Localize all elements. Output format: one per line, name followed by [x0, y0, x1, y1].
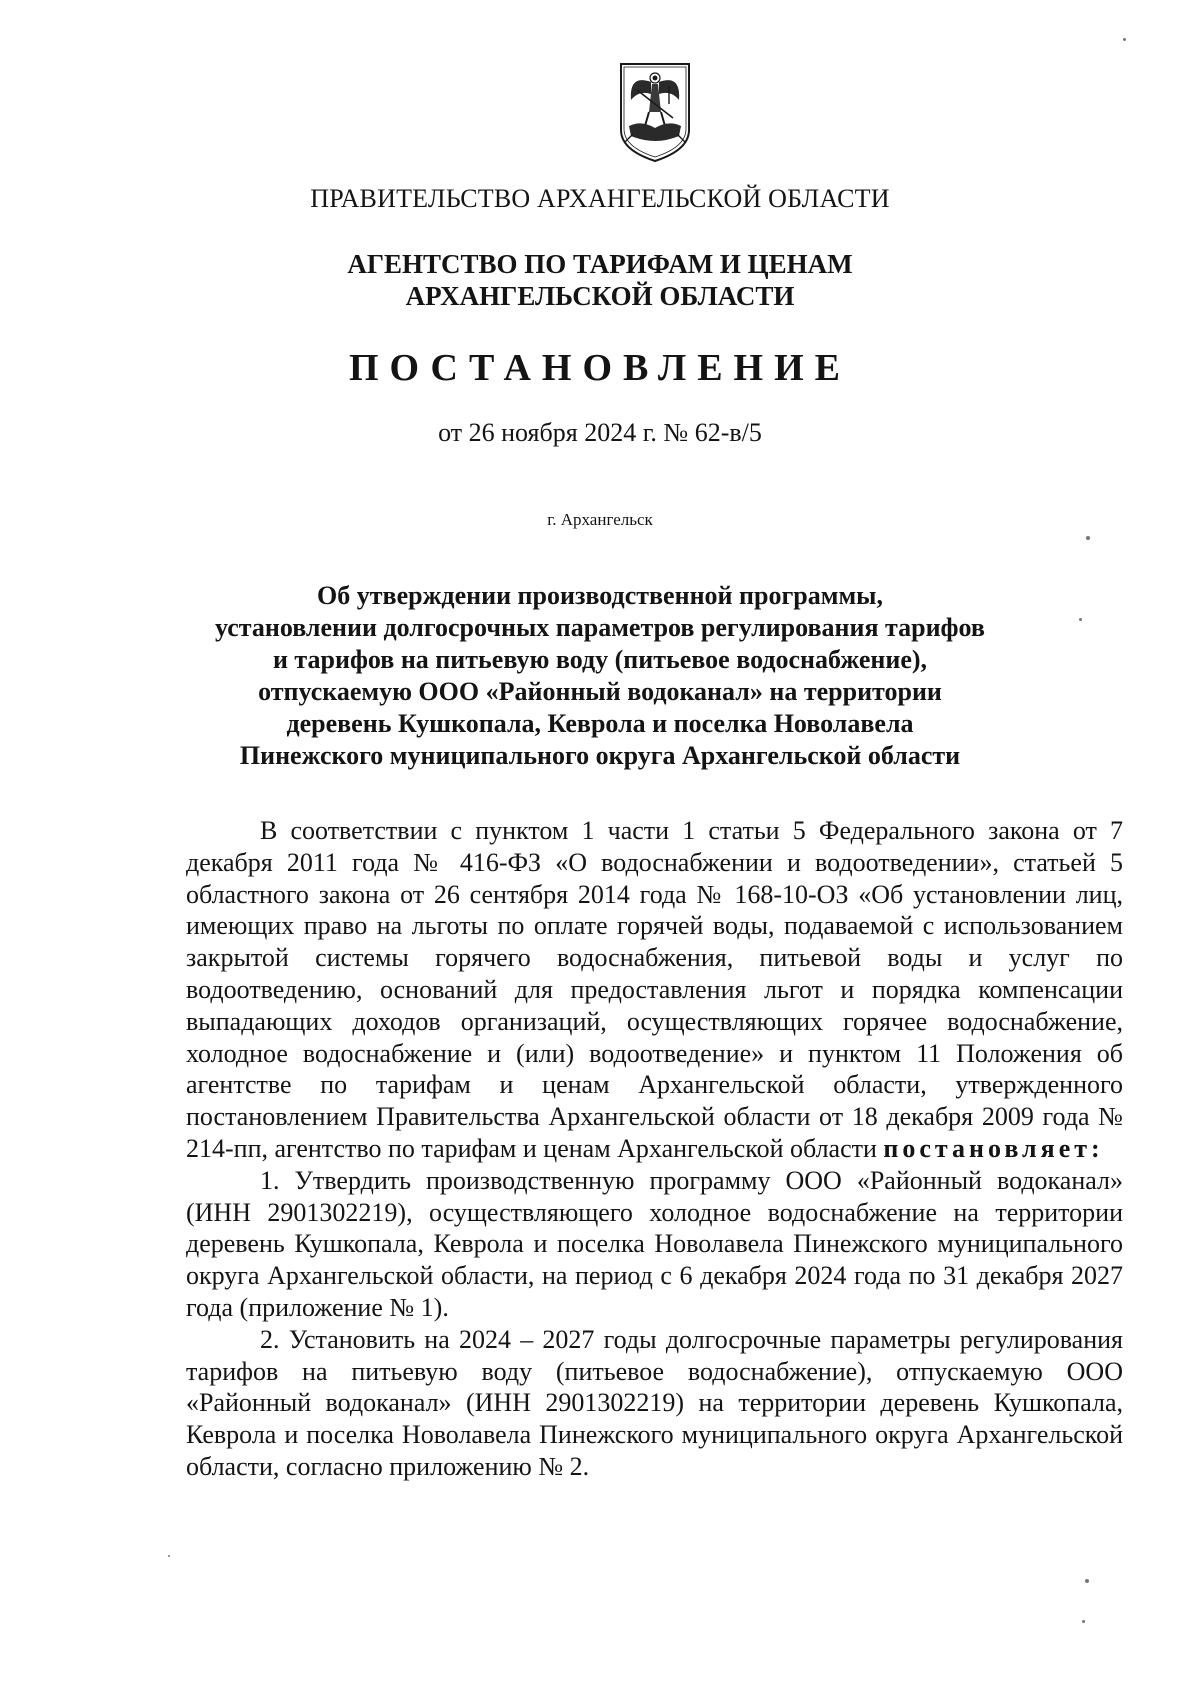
document-date-number: от 26 ноября 2024 г. № 62-в/5: [438, 418, 762, 447]
subject-line: отпускаемую ООО «Районный водоканал» на территории: [258, 677, 942, 706]
government-name: ПРАВИТЕЛЬСТВО АРХАНГЕЛЬСКОЙ ОБЛАСТИ: [310, 184, 890, 213]
agency-name: [0, 248, 1200, 312]
agency-name-line-1: АГЕНТСТВО ПО ТАРИФАМ И ЦЕНАМ: [347, 249, 853, 279]
agency-name-line-2: АРХАНГЕЛЬСКОЙ ОБЛАСТИ: [405, 281, 795, 311]
resolves-keyword: постановляет:: [883, 1133, 1104, 1163]
preamble-text: В соответствии с пунктом 1 части 1 статьи 5 Федерального закона от 7 декабря 2011 года № 416-ФЗ «О водоснабжении и водоотведении», статьей 5 областного закона от 26 сентября 2014 года № 168-10-ОЗ «Об установлении лиц, имеющих право на льготы по оплате горячей воды, подаваемой с использованием закрытой системы горячего водоснабжения, питьевой воды и услуг по водоотведению, оснований для предоставления льгот и порядка компенсации выпадающих доходов организаций, осуществляющих горячее водоснабжение, холодное водоснабжение и (или) водоотведение» и пунктом 11 Положения об агентстве по тарифам и ценам Архангельской области, утвержденного постановлением Правительства Архангельской области от 18 декабря 2009 года № 214-пп, агентство по тарифам и ценам Архангельской области: [186, 816, 1123, 1163]
document-type: ПОСТАНОВЛЕНИЕ: [348, 347, 852, 389]
subject-line: Пинежского муниципального округа Архангельской области: [239, 741, 961, 770]
subject-line: Об утверждении производственной программы,: [317, 581, 883, 610]
document-city: г. Архангельск: [547, 510, 653, 529]
item-2-paragraph: 2. Установить на 2024 – 2027 годы долгосрочные параметры регулирования тарифов на питьевую воду (питьевое водоснабжение), отпускаемую ООО «Районный водоканал» (ИНН 2901302219) на территории деревень Кушкопала, Кеврола и поселка Новолавела Пинежского муниципального округа Архангельской области, согласно приложению № 2.: [186, 1324, 1123, 1481]
document-subject: [0, 580, 1200, 772]
subject-line: деревень Кушкопала, Кеврола и поселка Новолавела: [286, 709, 914, 738]
preamble-paragraph: [186, 815, 1123, 1165]
subject-line: установлении долгосрочных параметров регулирования тарифов: [215, 613, 985, 642]
arkhangelsk-coat-of-arms-icon: [615, 60, 695, 165]
document-body: [186, 815, 1123, 1483]
item-1-paragraph: 1. Утвердить производственную программу ООО «Районный водоканал» (ИНН 2901302219), осуществляющего холодное водоснабжение на территории деревень Кушкопала, Кеврола и поселка Новолавела Пинежского муниципального округа Архангельской области, на период с 6 декабря 2024 года по 31 декабря 2027 года (приложение № 1).: [186, 1165, 1123, 1322]
subject-line: и тарифов на питьевую воду (питьевое водоснабжение),: [272, 645, 928, 674]
